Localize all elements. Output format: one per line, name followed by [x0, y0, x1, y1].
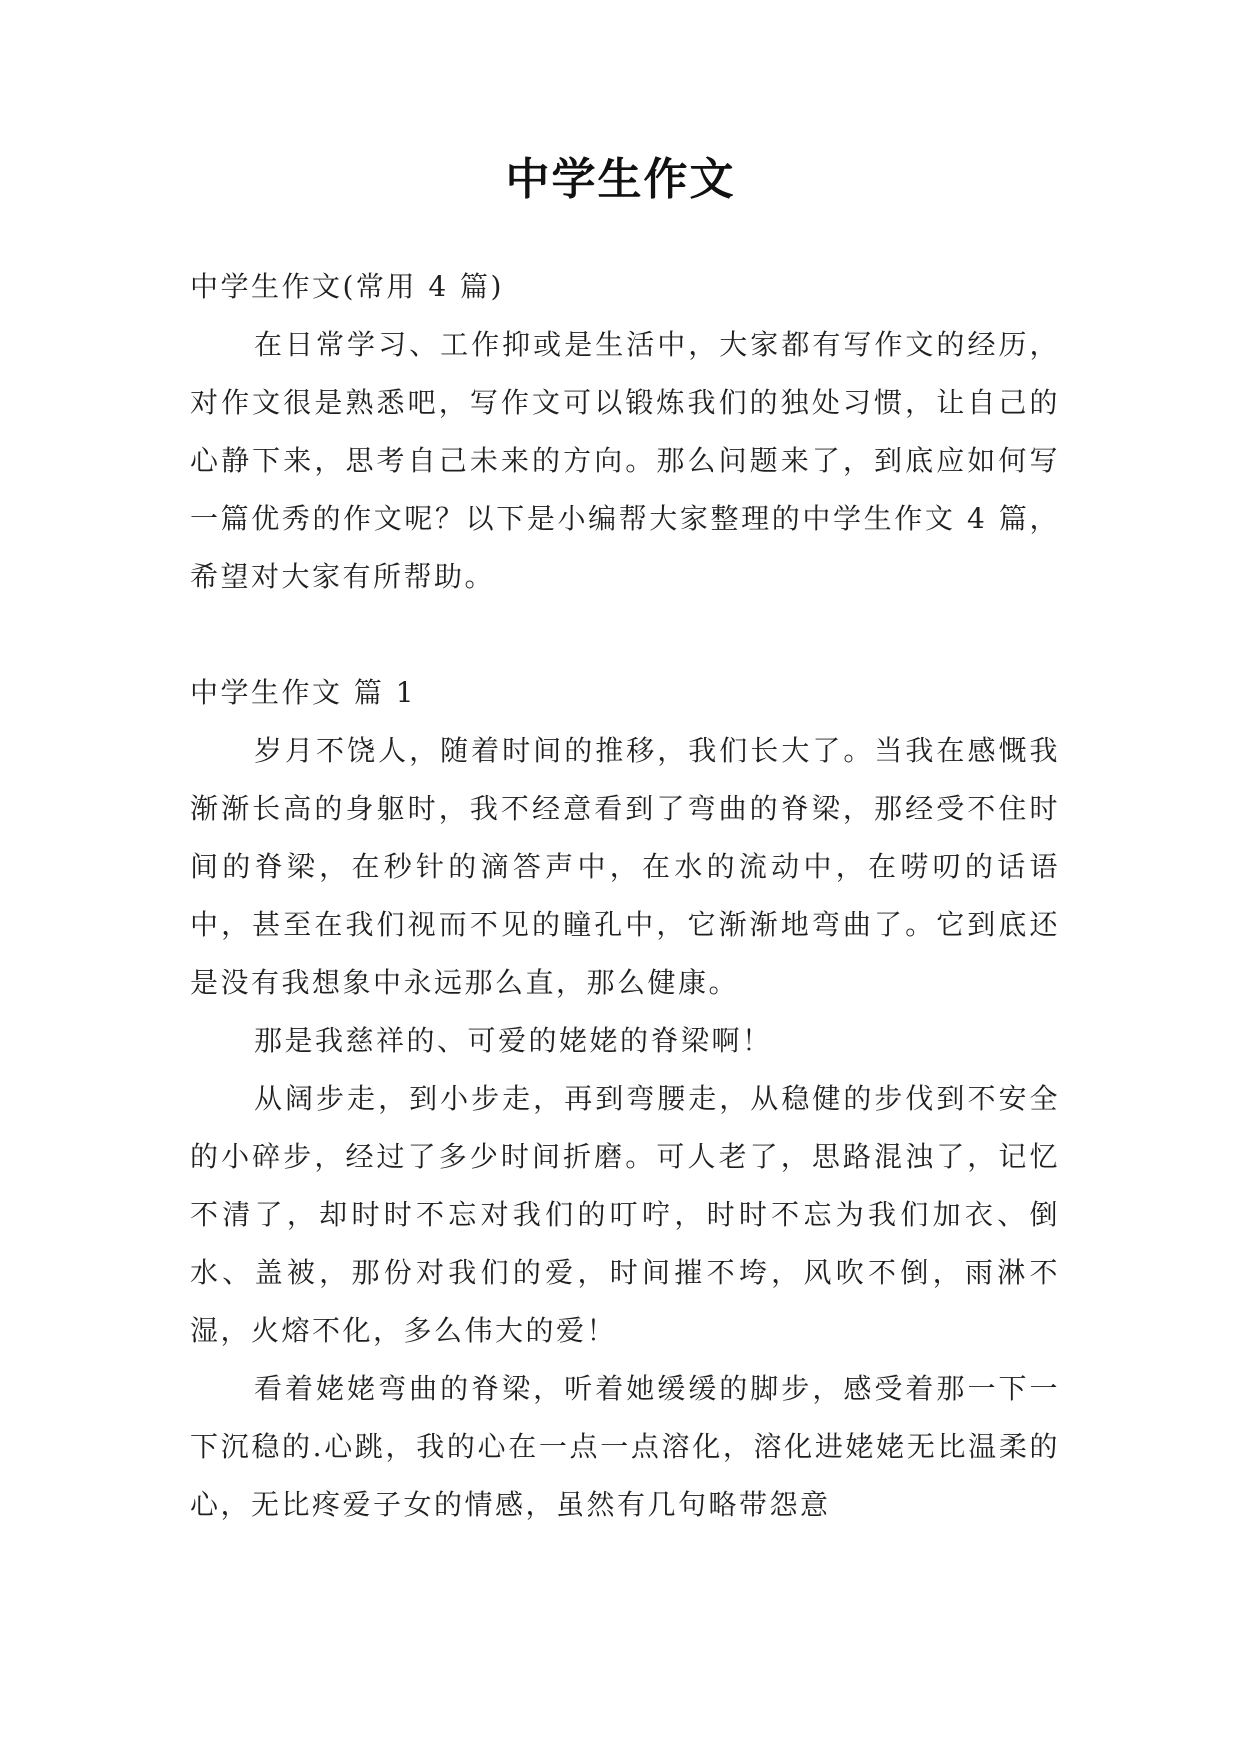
document-title: 中学生作文 [505, 154, 736, 205]
document-body [190, 258, 1060, 1534]
section-paragraph: 岁月不饶人，随着时间的推移，我们长大了。当我在感慨我渐渐长高的身躯时，我不经意看到了弯曲的脊梁，那经受不住时间的脊梁，在秒针的滴答声中，在水的流动中，在唠叨的话语中，甚至在我们视而不见的瞳孔中，它渐渐地弯曲了。它到底还是没有我想象中永远那么直，那么健康。 [190, 734, 1060, 999]
section-spacer [190, 606, 1060, 664]
section-heading: 中学生作文 篇 1 [190, 676, 417, 709]
section-paragraph: 那是我慈祥的、可爱的姥姥的脊梁啊！ [254, 1024, 773, 1057]
section-paragraph: 看着姥姥弯曲的脊梁，听着她缓缓的脚步，感受着那一下一下沉稳的.心跳，我的心在一点一点溶化，溶化进姥姥无比温柔的心，无比疼爱子女的情感，虽然有几句略带怨意 [190, 1372, 1060, 1521]
document-subtitle: 中学生作文(常用 4 篇) [190, 270, 504, 303]
intro-paragraph: 在日常学习、工作抑或是生活中，大家都有写作文的经历，对作文很是熟悉吧，写作文可以锻炼我们的独处习惯，让自己的心静下来，思考自己未来的方向。那么问题来了，到底应如何写一篇优秀的作文呢？以下是小编帮大家整理的中学生作文 4 篇，希望对大家有所帮助。 [190, 328, 1060, 593]
section-paragraph: 从阔步走，到小步走，再到弯腰走，从稳健的步伐到不安全的小碎步，经过了多少时间折磨。可人老了，思路混浊了，记忆不清了，却时时不忘对我们的叮咛，时时不忘为我们加衣、倒水、盖被，那份对我们的爱，时间摧不垮，风吹不倒，雨淋不湿，火熔不化，多么伟大的爱！ [190, 1082, 1060, 1347]
